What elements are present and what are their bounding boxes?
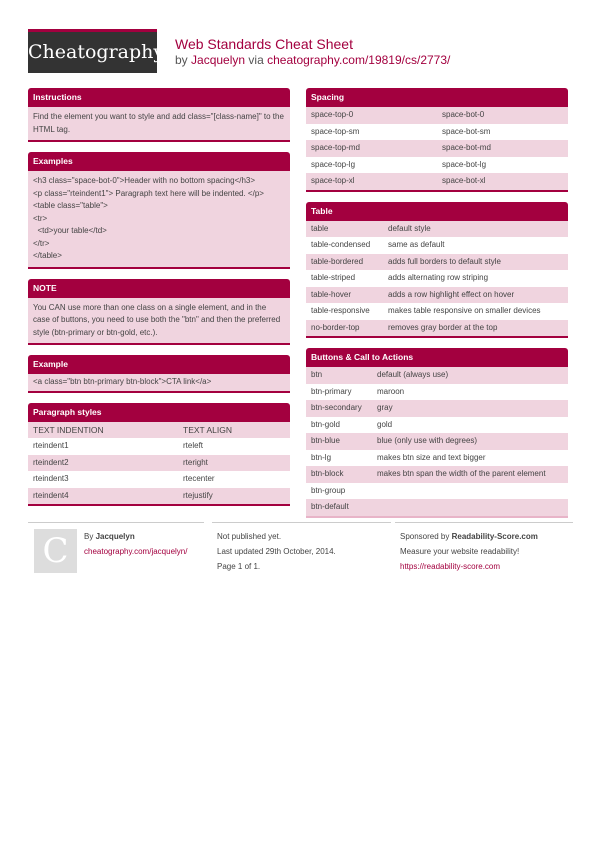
table-row [28,488,290,505]
row-value: gray [377,403,393,412]
row-value: space-bot-lg [442,159,487,169]
author-profile-link[interactable]: cheatography.com/jacquelyn/ [84,547,188,556]
row-key: rteindent2 [33,457,69,467]
rows [306,367,568,516]
row-key: table-condensed [311,240,371,249]
author-link[interactable]: Jacquelyn [191,53,246,67]
table-row [306,499,568,516]
row-value: maroon [377,386,405,396]
code-line: <h3 class="space-bot-0">Header with no bottom spacing</h3> [33,176,256,185]
row-key: space-top-lg [311,159,356,169]
page-number: Page 1 of 1. [217,562,261,571]
row-key: btn-group [311,485,346,495]
row-value: space-bot-0 [442,110,485,119]
table-row [28,438,290,455]
byline [175,53,450,67]
row-value: adds a row highlight effect on hover [388,289,515,299]
section-text [28,171,290,267]
row-value: blue (only use with degrees) [377,436,478,445]
page-title: Web Standards Cheat Sheet [175,36,353,52]
row-value: makes btn size and text bigger [377,452,486,462]
table-row [306,433,568,450]
table-row [28,471,290,488]
row-value: rtejustify [183,490,213,500]
row-key: space-top-0 [311,110,354,119]
row-key: btn-primary [311,386,352,396]
sponsored-label: Sponsored by [400,532,450,541]
instructions-section [28,88,290,142]
section-header: Paragraph styles [28,403,290,422]
sponsor-link[interactable]: https://readability-score.com [400,562,501,571]
table-row [306,124,568,141]
row-value: TEXT ALIGN [183,424,232,435]
row-value: adds full borders to default style [388,256,501,266]
row-key: table-hover [311,289,352,299]
row-key: btn-gold [311,419,340,429]
section-header: Buttons & Call to Actions [306,348,568,367]
table-row [306,320,568,337]
row-key: space-top-md [311,143,360,152]
example-section [28,355,290,393]
row-value: default style [388,223,431,233]
row-key: rteindent3 [33,474,69,483]
section-text: You CAN use more than one class on a single element, and in the case of buttons, you need to use both the "btn" and then the preferred style (btn-primary or btn-gold, etc.). [28,298,290,344]
buttons-section [306,348,568,518]
table-row [306,270,568,287]
table-row [306,221,568,238]
code-line: <p class="rteindent1"> Paragraph text here will be indented. </p> [33,188,264,198]
row-value: adds alternating row striping [388,273,489,282]
section-header: Example [28,355,290,374]
sheet-url-link[interactable]: cheatography.com/19819/cs/2773/ [267,53,451,67]
code-line: <tr> [33,213,48,223]
row-key: TEXT INDENTION [33,424,104,435]
section-header: Table [306,202,568,221]
code-line: <table class="table"> [33,201,108,210]
spacing-section [306,88,568,192]
footer-author [28,522,204,559]
rows [306,221,568,337]
row-key: table [311,223,329,233]
section-header: Instructions [28,88,290,107]
row-key: btn-blue [311,436,340,445]
table-row [306,140,568,157]
table-row [28,422,290,439]
table-row [306,173,568,190]
rows [28,422,290,505]
table-row [306,450,568,467]
table-row [306,157,568,174]
last-updated: Last updated 29th October, 2014. [217,547,336,556]
row-key: btn [311,370,323,379]
cheatography-logo[interactable]: Cheatography [28,29,157,73]
table-section [306,202,568,339]
table-row [306,367,568,384]
footer-sponsor [395,522,573,574]
paragraph-styles-section [28,403,290,507]
note-section [28,279,290,346]
table-row [306,107,568,124]
table-row [306,384,568,401]
sponsor-text: Measure your website readability! [400,547,520,556]
table-row [306,466,568,483]
row-value: makes table responsive on smaller devices [388,306,541,315]
rows [306,107,568,190]
avatar: C [34,529,77,573]
row-key: table-responsive [311,306,370,315]
row-value: rtecenter [183,474,215,483]
row-value: gold [377,419,393,429]
row-key: table-striped [311,273,356,282]
table-row [306,417,568,434]
row-key: table-bordered [311,256,364,266]
row-value: rteleft [183,441,204,450]
row-key: space-top-xl [311,176,355,185]
via-label: via [248,53,264,67]
examples-section [28,152,290,269]
row-key: btn-secondary [311,403,362,412]
row-value: rteright [183,457,208,467]
row-key: btn-lg [311,452,332,462]
row-key: no-border-top [311,322,360,332]
published-status: Not published yet. [217,532,282,541]
sponsor-name: Readability-Score.com [451,532,538,541]
section-text: <a class="btn btn-primary btn-block">CTA link</a> [28,374,290,391]
section-header: Spacing [306,88,568,107]
row-key: rteindent4 [33,490,69,500]
table-row [306,237,568,254]
row-key: btn-default [311,502,349,511]
row-value: same as default [388,240,445,249]
row-value: removes gray border at the top [388,322,498,332]
table-row [306,303,568,320]
row-value: space-bot-md [442,143,491,152]
row-key: space-top-sm [311,126,360,136]
by-label: by [175,53,188,67]
table-row [306,254,568,271]
table-row [306,400,568,417]
code-line: <td>your table</td> [33,226,107,235]
author-name: Jacquelyn [95,532,135,541]
code-line: </table> [33,251,62,260]
section-text: Find the element you want to style and add class="[class-name]" to the HTML tag. [28,107,290,140]
right-column [306,88,568,528]
table-row [306,287,568,304]
row-key: btn-block [311,469,344,478]
table-row [306,483,568,500]
by-label: By [84,532,94,541]
section-header: Examples [28,152,290,171]
row-value: space-bot-sm [442,126,491,136]
table-row [28,455,290,472]
row-value: default (always use) [377,370,449,379]
row-value: makes btn span the width of the parent element [377,469,546,478]
section-header: NOTE [28,279,290,298]
footer-status [212,522,391,574]
row-value: space-bot-xl [442,176,486,185]
row-key: rteindent1 [33,441,69,450]
left-column [28,88,290,516]
code-line: </tr> [33,238,50,248]
